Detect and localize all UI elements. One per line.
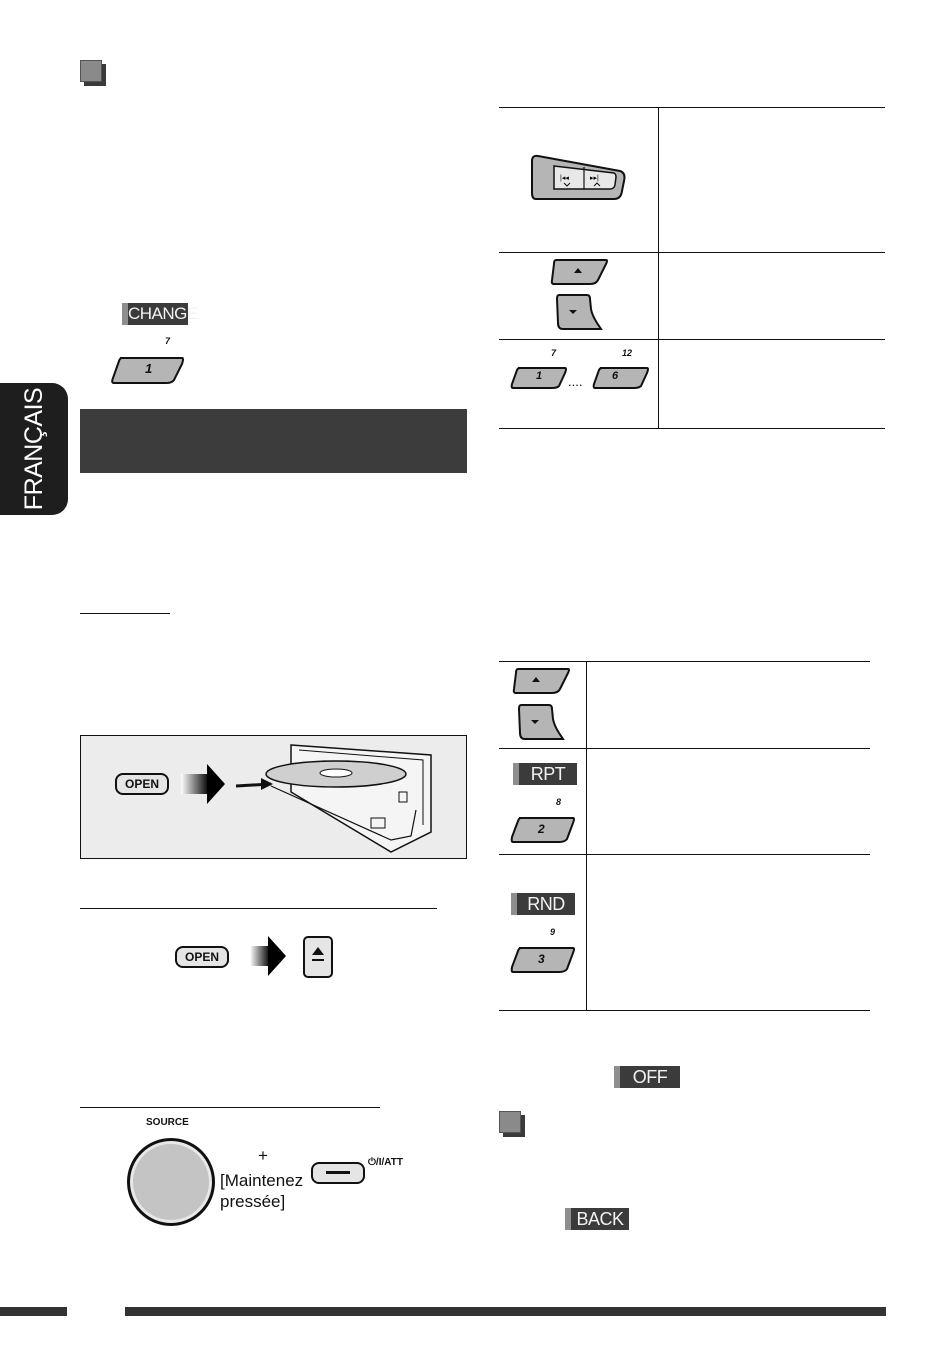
rpt-superscript: 8 xyxy=(556,797,562,807)
source-label: SOURCE xyxy=(146,1117,189,1128)
open-button-eject[interactable]: OPEN xyxy=(175,946,229,968)
table1-column-rule xyxy=(658,107,659,428)
section-heading-bar xyxy=(80,409,467,473)
rnd-display: RND xyxy=(511,893,575,915)
preset-end-superscript: 12 xyxy=(622,348,633,358)
source-knob[interactable] xyxy=(127,1138,215,1226)
table1-row-rule xyxy=(499,252,885,253)
language-tab xyxy=(0,383,68,515)
hold-instruction-line1: [Maintenez xyxy=(220,1171,304,1190)
arrow-right-icon xyxy=(181,764,231,804)
table2-bottom-rule xyxy=(499,1010,870,1011)
rpt-display: RPT xyxy=(513,763,577,785)
up-button-table2[interactable] xyxy=(512,667,572,697)
disc-insert-figure xyxy=(80,735,467,859)
table1-row-rule xyxy=(499,339,885,340)
down-button[interactable] xyxy=(555,293,603,333)
preset-key-superscript: 7 xyxy=(165,336,171,346)
subheading-underline xyxy=(80,613,170,614)
rnd-superscript: 9 xyxy=(550,927,556,937)
preset-key-1-table[interactable]: 1 xyxy=(510,366,568,390)
table2-row-rule xyxy=(499,748,870,749)
language-tab-label: FRANÇAIS xyxy=(20,387,48,511)
table2-row-rule xyxy=(499,854,870,855)
down-button-table2[interactable] xyxy=(517,703,565,743)
disc-unit-illustration xyxy=(231,740,461,855)
skip-buttons-illustration[interactable] xyxy=(530,153,630,203)
change-display: CHANGE xyxy=(122,303,188,325)
power-button[interactable] xyxy=(311,1162,365,1184)
section-marker-2 xyxy=(499,1111,521,1133)
open-button[interactable]: OPEN xyxy=(115,773,169,795)
hold-instruction-line2: pressée] xyxy=(220,1192,286,1211)
preset-key-6-table[interactable]: 6 xyxy=(592,366,650,390)
eject-icon xyxy=(305,938,331,976)
eject-section-rule xyxy=(80,908,437,909)
preset-key-1[interactable]: 1 xyxy=(110,356,185,384)
eject-button[interactable] xyxy=(303,936,333,978)
arrow-right-icon xyxy=(250,936,290,976)
preset-ellipsis: .... xyxy=(568,374,583,389)
table2-column-rule xyxy=(586,661,587,1010)
back-display: BACK xyxy=(565,1208,629,1230)
table1-bottom-rule xyxy=(499,428,885,429)
source-section-rule xyxy=(80,1107,380,1108)
svg-text:▸▸|: ▸▸| xyxy=(590,175,599,182)
table1-top-rule xyxy=(499,107,885,108)
footer-rule-left xyxy=(0,1307,67,1316)
off-display: OFF xyxy=(614,1066,680,1088)
svg-text:|◂◂: |◂◂ xyxy=(560,175,569,182)
plus-sign: + xyxy=(258,1146,268,1165)
preset-key-3[interactable]: 3 xyxy=(510,946,576,974)
preset-key-2[interactable]: 2 xyxy=(510,816,576,844)
power-label: ⏻/I/ATT xyxy=(368,1157,403,1168)
up-button[interactable] xyxy=(550,258,610,288)
table2-top-rule xyxy=(499,661,870,662)
preset-start-superscript: 7 xyxy=(551,348,557,358)
section-marker-1 xyxy=(80,60,102,82)
footer-rule-right xyxy=(125,1307,886,1316)
